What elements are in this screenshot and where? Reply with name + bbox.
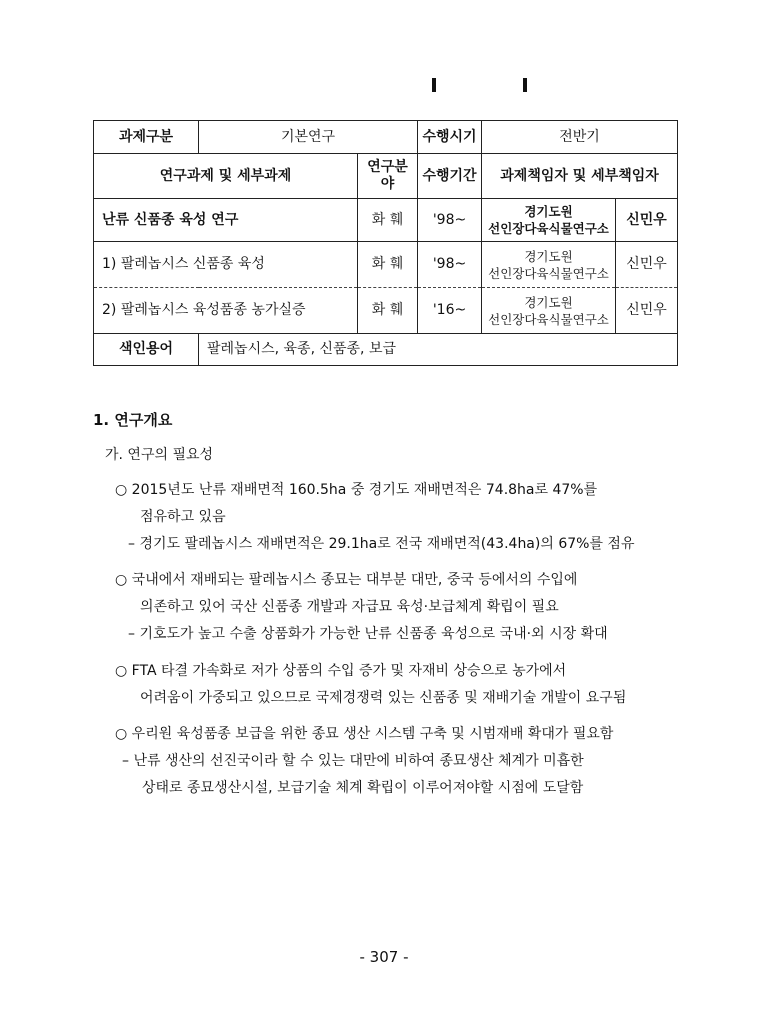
column-header-manager: 과제책임자 및 세부책임자: [482, 154, 678, 199]
organization-line: 경기도원: [524, 294, 573, 310]
index-terms-label: 색인용어: [94, 334, 199, 366]
page-number: - 307 -: [359, 948, 409, 966]
table-row: [94, 121, 678, 154]
table-header-row: [94, 154, 678, 199]
paragraph-line: 상태로 종묘생산시설, 보급기술 체계 확립이 이루어져야할 시점에 도달함: [142, 780, 584, 796]
section-subtitle: 가. 연구의 필요성: [105, 447, 214, 463]
subproject-organization: [482, 288, 616, 334]
organization-line: 선인장다육식물연구소: [488, 265, 609, 281]
paragraph-line: 어려움이 가중되고 있으므로 국제경쟁력 있는 신품종 및 재배기술 개발이 요구됨: [140, 690, 627, 706]
index-terms-value: 팔레놉시스, 육종, 신품종, 보급: [199, 334, 678, 366]
subproject-period: '16~: [418, 288, 482, 334]
subproject-field: 화 훼: [358, 242, 418, 288]
paragraph-line: ○ FTA 타결 가속화로 저가 상품의 수입 증가 및 자재비 상승으로 농가에서: [115, 663, 567, 679]
organization-line: 선인장다육식물연구소: [488, 311, 609, 327]
organization-line: 경기도원: [524, 204, 573, 219]
organization-line: 선인장다육식물연구소: [488, 221, 609, 236]
schedule-label: 수행시기: [418, 121, 482, 154]
paragraph-line: – 난류 생산의 선진국이라 할 수 있는 대만에 비하여 종묘생산 체계가 미흡한: [122, 753, 584, 769]
table-row: [94, 288, 678, 334]
project-field: 화 훼: [358, 199, 418, 242]
subproject-period: '98~: [418, 242, 482, 288]
section-title: 1. 연구개요: [93, 411, 173, 429]
column-header-project: 연구과제 및 세부과제: [94, 154, 358, 199]
table-row: [94, 199, 678, 242]
subproject-organization: [482, 242, 616, 288]
paragraph-line: 의존하고 있어 국산 신품종 개발과 자급묘 육성·보급체계 확립이 필요: [140, 599, 559, 615]
schedule-value: 전반기: [482, 121, 678, 154]
organization-line: 경기도원: [524, 248, 573, 264]
table-row: [94, 242, 678, 288]
project-organization: [482, 199, 616, 242]
paragraph-line: ○ 우리원 육성품종 보급을 위한 종묘 생산 시스템 구축 및 시범재배 확대가 필요함: [115, 726, 614, 742]
paragraph-line: ○ 국내에서 재배되는 팔레놉시스 종묘는 대부분 대만, 중국 등에서의 수입에: [115, 572, 578, 588]
project-type-value: 기본연구: [199, 121, 418, 154]
project-manager: 신민우: [616, 199, 678, 242]
subproject-manager: 신민우: [616, 242, 678, 288]
paragraph-line: ○ 2015년도 난류 재배면적 160.5ha 중 경기도 재배면적은 74.8ha로 47%를: [115, 482, 598, 498]
table-row: [94, 334, 678, 366]
project-title: 난류 신품종 육성 연구: [94, 199, 358, 242]
paragraph-line: 점유하고 있음: [140, 509, 226, 525]
header-marks: [0, 78, 768, 94]
paragraph-line: – 경기도 팔레놉시스 재배면적은 29.1ha로 전국 재배면적(43.4ha)의 67%를 점유: [128, 536, 635, 552]
project-type-label: 과제구분: [94, 121, 199, 154]
paragraph-line: – 기호도가 높고 수출 상품화가 가능한 난류 신품종 육성으로 국내·외 시장 확대: [128, 626, 608, 642]
subproject-title: 1) 팔레놉시스 신품종 육성: [94, 242, 358, 288]
project-period: '98~: [418, 199, 482, 242]
column-header-period: 수행기간: [418, 154, 482, 199]
header-mark: [432, 78, 436, 92]
column-header-field: 연구분야: [358, 154, 418, 199]
subproject-title: 2) 팔레놉시스 육성품종 농가실증: [94, 288, 358, 334]
subproject-field: 화 훼: [358, 288, 418, 334]
header-mark: [523, 78, 527, 92]
project-info-table: [93, 120, 678, 366]
subproject-manager: 신민우: [616, 288, 678, 334]
